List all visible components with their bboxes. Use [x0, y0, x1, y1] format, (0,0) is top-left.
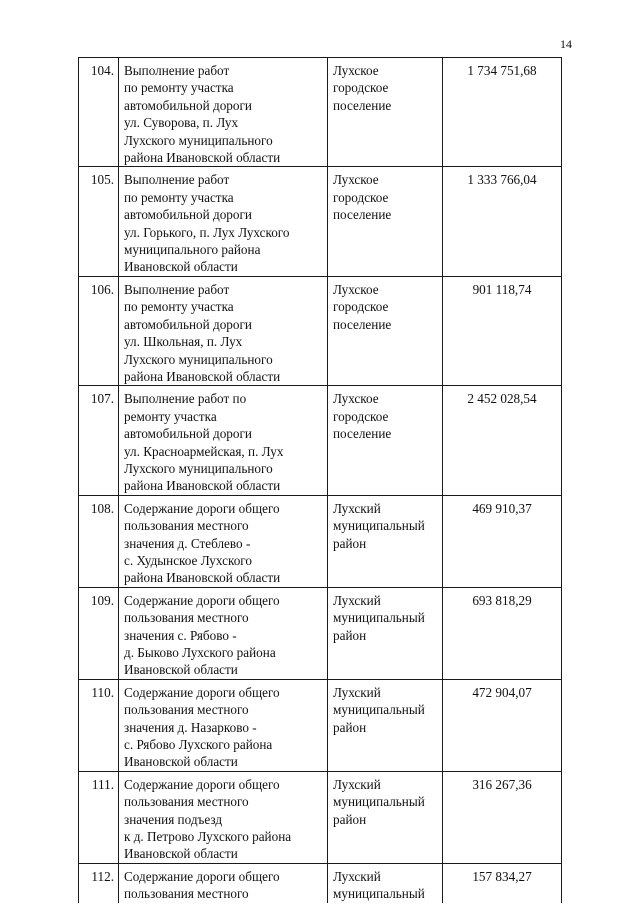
row-number: 105.: [79, 167, 119, 276]
description-line: Содержание дороги общего: [124, 776, 280, 792]
work-description: [119, 587, 328, 679]
description-line: ул. Красноармейская, п. Лух: [124, 443, 284, 459]
description-line: Содержание дороги общего: [124, 868, 280, 884]
recipient-line: Лухский: [333, 592, 381, 608]
description-line: д. Быково Лухского района: [124, 645, 276, 660]
table-row: [79, 58, 562, 167]
description-line: автомобильной дороги: [124, 207, 252, 223]
recipient-line: Лухский: [333, 684, 381, 700]
description-line: района Ивановской области: [124, 150, 281, 166]
description-line: Выполнение работ: [124, 63, 230, 78]
recipient-line: район: [333, 535, 367, 551]
recipient-line: Лухское: [333, 391, 379, 407]
table-row: [79, 863, 562, 902]
recipient-line: поселение: [333, 207, 392, 223]
work-description: [119, 495, 328, 587]
table-row: [79, 167, 562, 276]
amount: 1 333 766,04: [443, 167, 562, 276]
description-line: по ремонту участка: [124, 299, 234, 315]
work-description: [119, 167, 328, 276]
work-description: [119, 58, 328, 167]
amount: 472 904,07: [443, 679, 562, 771]
recipient-line: Лухское: [333, 172, 379, 188]
work-description: [119, 863, 328, 902]
recipient-line: муниципальный: [333, 610, 425, 626]
description-line: района Ивановской области: [124, 570, 281, 586]
description-line: к д. Петрово Лухского района: [124, 829, 292, 845]
recipient: [328, 276, 443, 385]
description-line: по ремонту участка: [124, 80, 234, 96]
description-line: Ивановской области: [124, 846, 238, 862]
amount: 2 452 028,54: [443, 386, 562, 495]
description-line: пользования местного: [124, 702, 249, 718]
row-number: 109.: [79, 587, 119, 679]
row-number: 110.: [79, 679, 119, 771]
description-line: автомобильной дороги: [124, 316, 252, 332]
description-line: пользования местного: [124, 610, 249, 626]
recipient-line: городское: [333, 408, 389, 424]
recipient-line: поселение: [333, 97, 392, 113]
recipient-line: городское: [333, 80, 389, 96]
table-row: [79, 495, 562, 587]
description-line: Ивановской области: [124, 662, 238, 678]
description-line: пользования местного: [124, 794, 249, 810]
description-line: Ивановской области: [124, 259, 238, 275]
table-row: [79, 771, 562, 863]
description-line: Содержание дороги общего: [124, 592, 280, 608]
recipient: [328, 386, 443, 495]
description-line: с. Худынское Лухского: [124, 552, 252, 568]
recipient-line: поселение: [333, 316, 392, 332]
table-row: [79, 386, 562, 495]
work-description: [119, 276, 328, 385]
description-line: значения подъезд: [124, 811, 223, 827]
description-line: автомобильной дороги: [124, 97, 252, 113]
row-number: 107.: [79, 386, 119, 495]
description-line: ул. Суворова, п. Лух: [124, 115, 239, 131]
table-row: [79, 679, 562, 771]
description-line: по ремонту участка: [124, 189, 234, 205]
description-line: значения с. Рябово -: [124, 627, 237, 643]
description-line: пользования местного: [124, 886, 249, 902]
recipient-line: Лухский: [333, 500, 381, 516]
recipient-line: муниципальный: [333, 518, 425, 534]
row-number: 112.: [79, 863, 119, 902]
work-description: [119, 679, 328, 771]
description-line: значения д. Назарково -: [124, 719, 257, 735]
recipient-line: Лухский: [333, 868, 381, 884]
recipient-line: поселение: [333, 426, 392, 442]
recipient-line: муниципальный: [333, 886, 425, 902]
recipient-line: район: [333, 811, 367, 827]
work-description: [119, 771, 328, 863]
description-line: Содержание дороги общего: [124, 500, 280, 516]
recipient: [328, 167, 443, 276]
row-number: 104.: [79, 58, 119, 167]
description-line: автомобильной дороги: [124, 426, 252, 442]
description-line: ремонту участка: [124, 408, 217, 424]
recipient-line: муниципальный: [333, 702, 425, 718]
amount: 316 267,36: [443, 771, 562, 863]
recipient-line: Лухское: [333, 63, 379, 78]
description-line: муниципального района: [124, 242, 261, 258]
recipient-line: район: [333, 627, 367, 643]
description-line: Выполнение работ: [124, 281, 230, 297]
work-description: [119, 386, 328, 495]
row-number: 108.: [79, 495, 119, 587]
description-line: ул. Горького, п. Лух Лухского: [124, 224, 290, 240]
description-line: Ивановской области: [124, 754, 238, 770]
description-line: с. Рябово Лухского района: [124, 737, 273, 753]
amount: 157 834,27: [443, 863, 562, 902]
recipient: [328, 58, 443, 167]
recipient-line: муниципальный: [333, 794, 425, 810]
description-line: значения д. Стеблево -: [124, 535, 251, 551]
subsidy-table: [78, 57, 562, 903]
recipient: [328, 679, 443, 771]
row-number: 106.: [79, 276, 119, 385]
recipient: [328, 587, 443, 679]
amount: 693 818,29: [443, 587, 562, 679]
description-line: Лухского муниципального: [124, 460, 273, 476]
table-row: [79, 587, 562, 679]
recipient-line: городское: [333, 299, 389, 315]
row-number: 111.: [79, 771, 119, 863]
page-number: 14: [560, 37, 572, 51]
description-line: пользования местного: [124, 518, 249, 534]
description-line: Лухского муниципального: [124, 132, 273, 148]
recipient-line: Лухское: [333, 281, 379, 297]
description-line: района Ивановской области: [124, 368, 281, 384]
description-line: Лухского муниципального: [124, 351, 273, 367]
table-row: [79, 276, 562, 385]
amount: 901 118,74: [443, 276, 562, 385]
amount: 1 734 751,68: [443, 58, 562, 167]
recipient-line: район: [333, 719, 367, 735]
recipient-line: городское: [333, 189, 389, 205]
recipient: [328, 863, 443, 902]
description-line: ул. Школьная, п. Лух: [124, 334, 243, 350]
amount: 469 910,37: [443, 495, 562, 587]
description-line: Выполнение работ по: [124, 391, 247, 407]
description-line: Содержание дороги общего: [124, 684, 280, 700]
description-line: Выполнение работ: [124, 172, 230, 188]
recipient: [328, 771, 443, 863]
recipient-line: Лухский: [333, 776, 381, 792]
description-line: района Ивановской области: [124, 478, 281, 494]
recipient: [328, 495, 443, 587]
